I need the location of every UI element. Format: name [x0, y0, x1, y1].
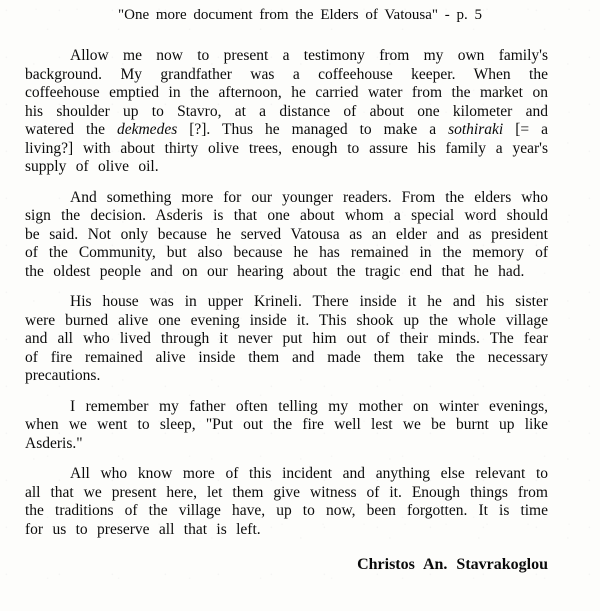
paragraph-elders [25, 189, 548, 282]
author-signature: Christos An. Stavrakoglou [357, 556, 548, 573]
document-body [25, 47, 548, 574]
paragraph-house-fire [25, 293, 548, 386]
paragraph-text: And something more for our younger readers. From the elders who sign the decision. Asderis is that one about whom a special word should be said. Not only because he served Vatousa as an elder and as president of the Community, but also because he has remained in the memory of the oldest people and on our hearing about the tragic end that he had. [25, 188, 548, 280]
italic-term-dekmedes: dekmedes [116, 121, 178, 138]
paragraph-call-for-witness [25, 465, 548, 539]
paragraph-text: His house was in upper Krineli. There inside it he and his sister were burned alive one evening inside it. This shook up the whole village and all who lived through it never put him out of their minds. The fear of fire remained alive inside them and made them take the necessary precautions. [25, 293, 548, 384]
italic-term-sothiraki: sothiraki [448, 121, 504, 138]
document-header: "One more document from the Elders of Vatousa" - p. 5 [118, 7, 482, 23]
paragraph-text: All who know more of this incident and anything else relevant to all that we present here, let them give witness of it. Enough things from the traditions of the village have, up to now, been forgotten. It is time for us to preserve all that is left. [25, 465, 548, 538]
paragraph-text: [?]. Thus he managed to make a [177, 121, 449, 138]
paragraph-text: Allow me now to present a testimony from my own family's background. My grandfather was a coffeehouse keeper. When the coffeehouse emptied in the afternoon, he carried water from the market on his shoulder up to Stavro, at a distance of about one kilometer and watered the [25, 47, 548, 138]
paragraph-text: [= a living?] with about thirty olive trees, enough to assure his family a year's supply of olive oil. [25, 121, 548, 175]
paragraph-father-quote [25, 398, 548, 454]
paragraph-text: I remember my father often telling my mother on winter evenings, when we went to sleep, "Put out the fire well lest we be burnt up like Asderis." [25, 397, 548, 452]
paragraph-testimony [25, 47, 548, 177]
